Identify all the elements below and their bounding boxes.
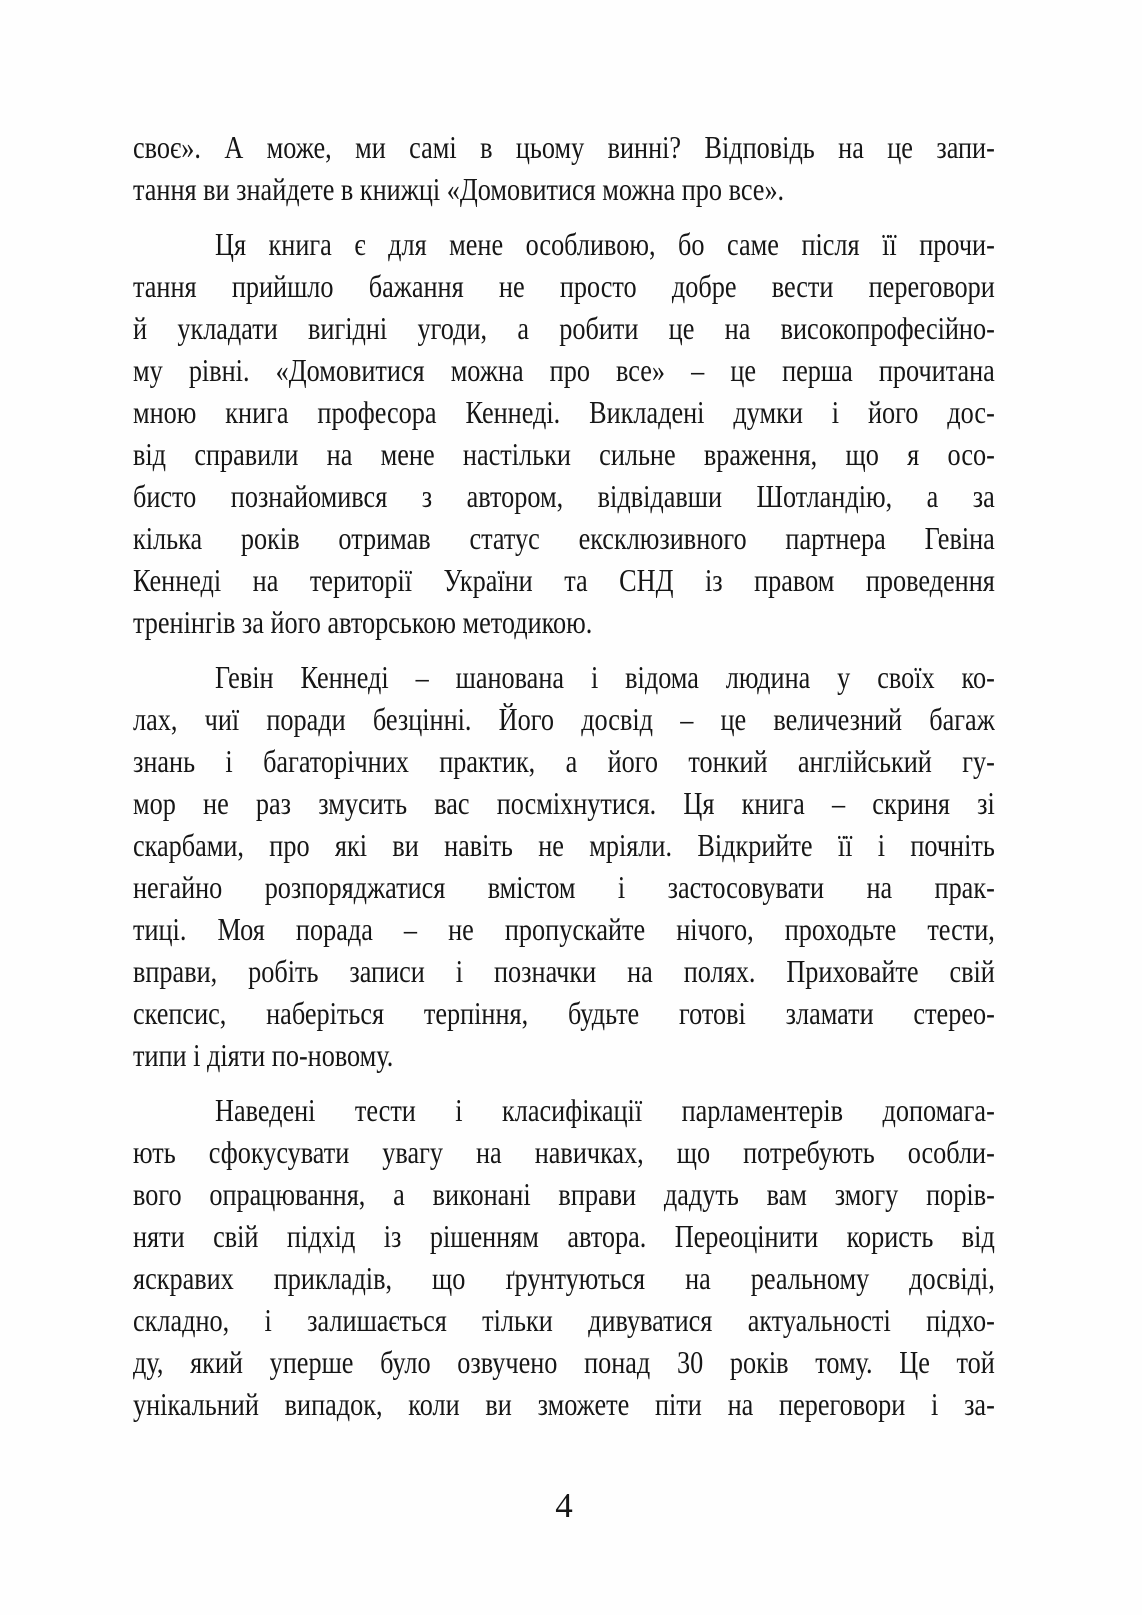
text-line: від справили на мене настільки сильне враження, що я осо- [133, 436, 995, 472]
text-line: Кеннеді на території України та СНД із правом проведення [133, 562, 995, 598]
text-line: й укладати вигідні угоди, а робити це на високопрофесійно- [133, 310, 995, 346]
text-line: типи і діяти по-новому. [133, 1037, 394, 1073]
text-line: скарбами, про які ви навіть не мріяли. Відкрийте її і почніть [133, 827, 995, 863]
text-line: скепсис, наберіться терпіння, будьте готові зламати стерео- [133, 995, 995, 1031]
text-line: тання прийшло бажання не просто добре вести переговори [133, 268, 995, 304]
text-line: няти свій підхід із рішенням автора. Переоцінити користь від [133, 1218, 995, 1254]
text-line: му рівні. «Домовитися можна про все» – це перша прочитана [133, 352, 995, 388]
text-line: унікальний випадок, коли ви зможете піти на переговори і за- [133, 1386, 995, 1422]
text-line: тання ви знайдете в книжці «Домовитися можна про все». [133, 171, 785, 207]
text-line: Наведені тести і класифікації парламентерів допомага- [215, 1092, 995, 1128]
page-text-block [133, 126, 995, 1438]
text-line: ють сфокусувати увагу на навичках, що потребують особли- [133, 1134, 995, 1170]
text-line: яскравих прикладів, що ґрунтуються на реальному досвіді, [133, 1260, 995, 1296]
text-line: тиці. Моя порада – не пропускайте нічого, проходьте тести, [133, 911, 995, 947]
text-line: своє». А може, ми самі в цьому винні? Відповідь на це запи- [133, 129, 995, 165]
text-line: Гевін Кеннеді – шанована і відома людина у своїх ко- [215, 659, 995, 695]
text-line: знань і багаторічних практик, а його тонкий англійський гу- [133, 743, 995, 779]
text-line: ду, який уперше було озвучено понад 30 років тому. Це той [133, 1344, 995, 1380]
paragraph [133, 126, 995, 210]
text-line: негайно розпоряджатися вмістом і застосовувати на прак- [133, 869, 995, 905]
text-line: лах, чиї поради безцінні. Його досвід – це величезний багаж [133, 701, 995, 737]
paragraph [133, 1089, 995, 1425]
text-line: вого опрацювання, а виконані вправи дадуть вам змогу порів- [133, 1176, 995, 1212]
text-line: мор не раз змусить вас посміхнутися. Ця книга – скриня зі [133, 785, 995, 821]
text-line: кілька років отримав статус ексклюзивного партнера Гевіна [133, 520, 995, 556]
text-line: тренінгів за його авторською методикою. [133, 604, 593, 640]
text-line: вправи, робіть записи і позначки на полях. Приховайте свій [133, 953, 995, 989]
text-line: бисто познайомився з автором, відвідавши Шотландію, а за [133, 478, 995, 514]
paragraph [133, 656, 995, 1076]
text-line: складно, і залишається тільки дивуватися актуальності підхо- [133, 1302, 995, 1338]
paragraph [133, 223, 995, 643]
page-number: 4 [555, 1486, 573, 1525]
text-line: мною книга професора Кеннеді. Викладені думки і його дос- [133, 394, 995, 430]
text-line: Ця книга є для мене особливою, бо саме після її прочи- [215, 226, 995, 262]
